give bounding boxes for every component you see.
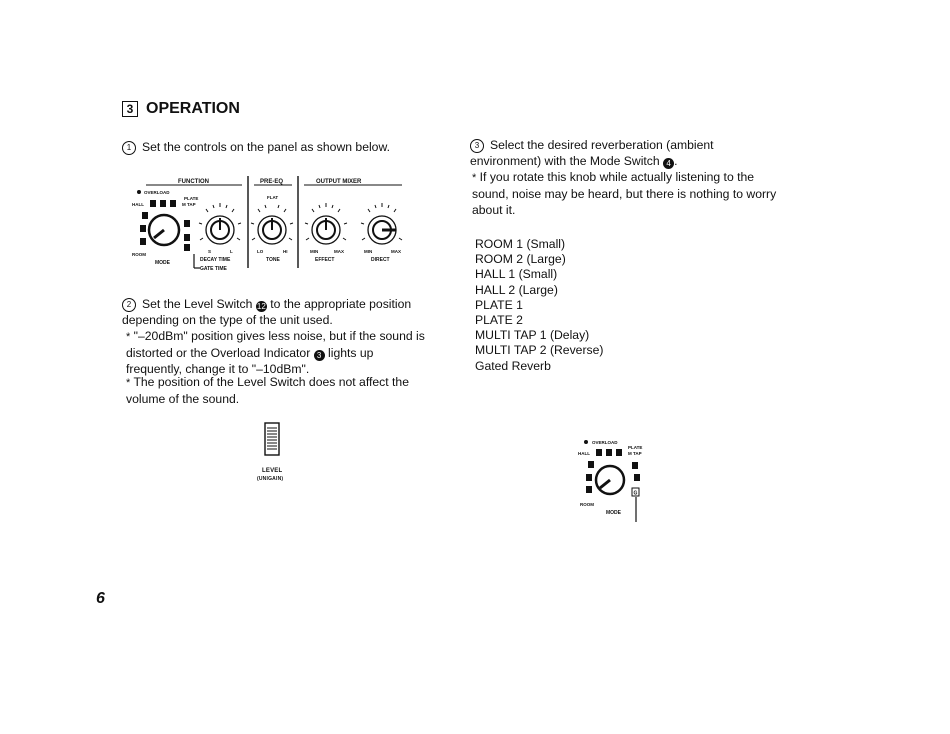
list-item: ROOM 1 (Small) xyxy=(475,237,566,251)
hall-label: HALL xyxy=(132,202,144,207)
tone-lo-label: LO xyxy=(257,249,264,254)
list-item: MULTI TAP 1 (Delay) xyxy=(475,328,590,343)
step-1-text: Set the controls on the panel as shown below. xyxy=(142,140,390,154)
mode-m-tap-label: M TAP xyxy=(628,451,642,456)
step-1-number: 1 xyxy=(122,141,136,155)
step-3-note-text: If you rotate this knob while actually listening to the sound, noise may be heard, but there is nothing to worry about it. xyxy=(472,170,777,217)
mode-room-label: ROOM xyxy=(580,502,594,507)
section-number: 3 xyxy=(122,101,138,117)
mode-switch-diagram xyxy=(572,436,658,526)
plate-label: PLATE xyxy=(184,196,199,201)
mode-switch-ref: 4 xyxy=(663,158,674,169)
flat-label: FLAT xyxy=(267,195,279,200)
step-3-text-b: . xyxy=(674,154,678,168)
direct-max-label: MAX xyxy=(391,249,401,254)
section-heading xyxy=(122,100,240,118)
list-item: PLATE 1 xyxy=(475,297,523,312)
step-3-number: 3 xyxy=(470,139,484,153)
mode-g-label: G xyxy=(633,490,638,497)
step-3-text-a: Select the desired reverberation (ambient environment) with the Mode Switch xyxy=(470,138,714,168)
step-2-text-a: Set the Level Switch xyxy=(142,297,253,311)
list-item: PLATE 2 xyxy=(475,313,523,328)
function-header: FUNCTION xyxy=(178,179,209,185)
direct-label: DIRECT xyxy=(371,257,390,263)
decay-s-label: S xyxy=(208,249,212,254)
effect-knob xyxy=(312,216,340,244)
overload-led-icon xyxy=(584,440,588,444)
section-title: OPERATION xyxy=(146,100,240,117)
step-2 xyxy=(122,296,434,328)
gate-time-label: GATE TIME xyxy=(200,266,227,272)
step-2-number: 2 xyxy=(122,298,136,312)
overload-label: OVERLOAD xyxy=(144,190,170,195)
pre-eq-header: PRE-EQ xyxy=(260,179,284,185)
level-switch-ref: 12 xyxy=(256,302,266,311)
tone-knob xyxy=(258,216,286,244)
m-tap-label: M TAP xyxy=(182,202,196,207)
mode-mode-label: MODE xyxy=(606,510,621,516)
step-3 xyxy=(470,137,780,169)
reverb-mode-list xyxy=(475,237,603,374)
overload-indicator-ref: 3 xyxy=(314,350,325,361)
room-label: ROOM xyxy=(132,252,146,257)
note-1-text-a: "–20dBm" position gives less noise, but if the sound is distorted or the Overload Indicator xyxy=(126,329,425,360)
list-item: MULTI TAP 2 (Reverse) xyxy=(475,343,604,358)
overload-led-icon xyxy=(137,190,141,194)
decay-time-knob xyxy=(206,216,234,244)
decay-l-label: L xyxy=(230,249,233,254)
list-item: Gated Reverb xyxy=(475,358,551,373)
control-panel-diagram xyxy=(130,172,410,274)
tone-hi-label: HI xyxy=(283,249,288,254)
step-3-note: * If you rotate this knob while actually listening to the sound, noise may be heard, but there is nothing to worry about it. xyxy=(472,170,777,217)
page-number: 6 xyxy=(96,590,105,607)
level-sublabel: (UNIGAIN) xyxy=(257,476,284,482)
step-1 xyxy=(122,139,422,155)
mode-overload-label: OVERLOAD xyxy=(592,440,618,445)
direct-knob xyxy=(368,216,396,244)
list-item: HALL 1 (Small) xyxy=(475,267,558,282)
note-1-text-b: lights up frequently, change it to "–10dBm". xyxy=(126,346,374,376)
direct-min-label: MIN xyxy=(364,249,373,254)
step-2-text-b: to the appropriate position depending on the type of the unit used. xyxy=(122,297,412,327)
list-item: ROOM 2 (Large) xyxy=(475,252,566,267)
step-2-note-2: * The position of the Level Switch does not affect the volume of the sound. xyxy=(126,375,409,406)
effect-min-label: MIN xyxy=(310,249,319,254)
mode-plate-label: PLATE xyxy=(628,445,643,450)
mode-label: MODE xyxy=(155,260,170,266)
output-mixer-header: OUTPUT MIXER xyxy=(316,179,362,185)
note-2-text: The position of the Level Switch does not affect the volume of the sound. xyxy=(126,375,409,406)
level-switch-icon xyxy=(264,422,280,456)
tone-label: TONE xyxy=(266,257,280,263)
list-item: HALL 2 (Large) xyxy=(475,282,558,297)
level-label: LEVEL xyxy=(262,468,283,474)
mode-hall-label: HALL xyxy=(578,451,590,456)
decay-time-label: DECAY TIME xyxy=(200,257,231,263)
effect-label: EFFECT xyxy=(315,257,335,263)
effect-max-label: MAX xyxy=(334,249,344,254)
step-2-note-1: * "–20dBm" position gives less noise, but if the sound is distorted or the Overload Indicator 3 lights up frequently, change it to "–10dBm". xyxy=(126,329,425,376)
